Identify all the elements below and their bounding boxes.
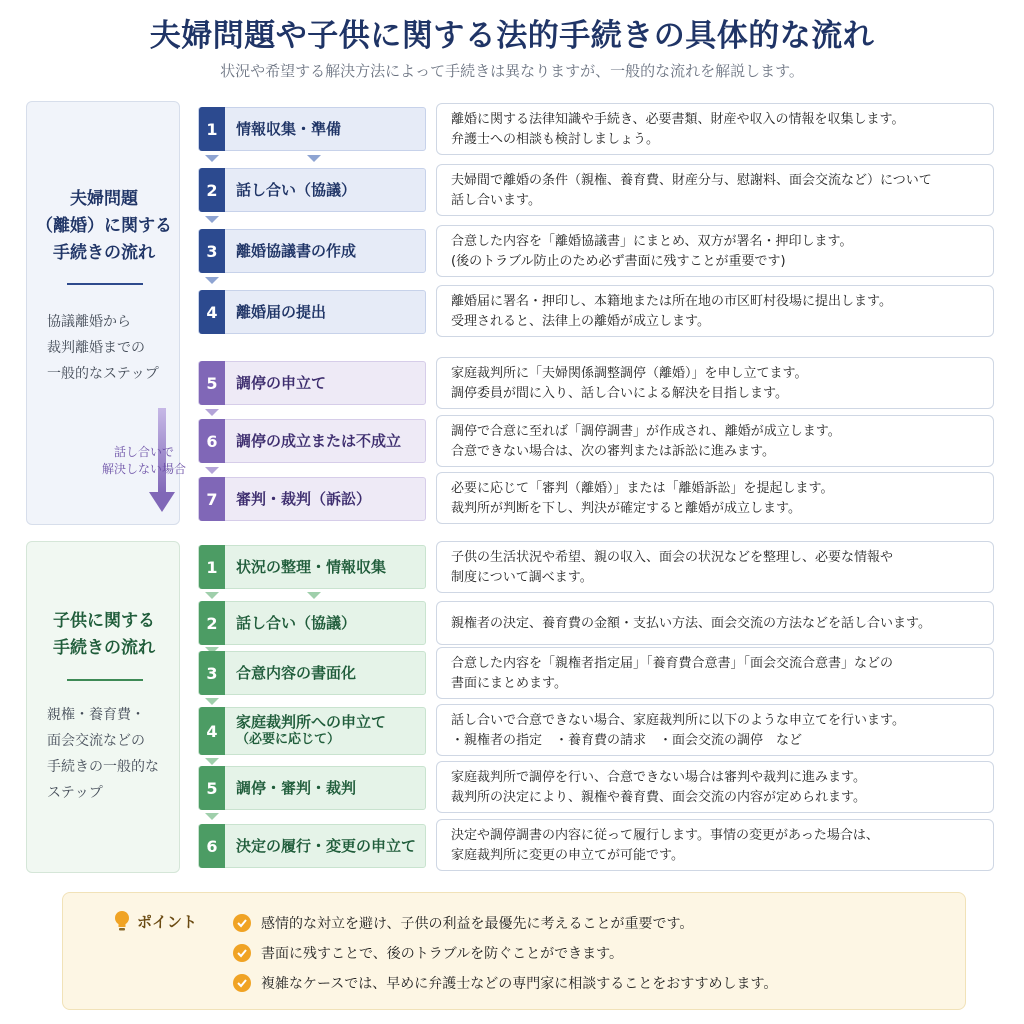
desc-line: 親権者の決定、養育費の金額・支払い方法、面会交流の方法などを話し合います。 [451,616,931,631]
step-box [198,290,426,334]
children-section [26,541,998,873]
children-desc-line: 手続きの一般的な [47,759,159,775]
point-text: 複雑なケースでは、早めに弁護士などの専門家に相談することをおすすめします。 [261,976,778,992]
step-number: 3 [199,229,225,273]
divorce-title-line: 手続きの流れ [53,243,155,263]
step-description [436,541,994,593]
desc-line: ・親権者の指定 ・養育費の請求 ・面会交流の調停 など [451,733,803,748]
step-label: 調停・審判・裁判 [236,779,357,797]
step-box [198,651,426,695]
desc-line: 家庭裁判所で調停を行い、合意できない場合は審判や裁判に進みます。 [451,770,866,785]
children-sidebar-desc [47,702,177,806]
desc-line: 離婚に関する法律知識や手続き、必要書類、財産や収入の情報を収集します。 [451,112,905,127]
children-desc-line: 親権・養育費・ [47,707,145,723]
divorce-desc-line: 協議離婚から [47,314,131,330]
desc-line: 話し合います。 [451,193,541,208]
step-number: 2 [199,601,225,645]
divorce-title-rule [67,283,143,285]
step-label-sub: （必要に応じて） [236,732,341,747]
desc-line: 合意した内容を「親権者指定届」「養育費合意書」「面会交流合意書」などの [451,656,894,671]
desc-line: 受理されると、法律上の離婚が成立します。 [451,314,710,329]
point-item [233,943,623,963]
connector-arrow-icon [205,409,219,416]
step-label: 調停の申立て [236,374,327,392]
step-description [436,761,994,813]
desc-line: 合意できない場合は、次の審判または訴訟に進みます。 [451,444,775,459]
step-number: 2 [199,168,225,212]
connector-arrow-icon [205,698,219,705]
children-title-line: 手続きの流れ [53,638,155,658]
step-number: 5 [199,361,225,405]
point-text: 感情的な対立を避け、子供の利益を最優先に考えることが重要です。 [261,916,694,932]
connector-arrow-icon [205,592,219,599]
points-box [62,892,966,1010]
step-box [198,601,426,645]
step-number: 4 [199,707,225,755]
connector-arrow-icon [205,155,219,162]
check-circle-icon [233,914,251,932]
connector-arrow-icon [205,277,219,284]
children-title-rule [67,679,143,681]
check-circle-icon [233,974,251,992]
step-description [436,601,994,645]
step-label: 話し合い（協議） [236,181,357,199]
step-label: 合意内容の書面化 [236,664,357,682]
points-heading-label: ポイント [137,912,198,931]
desc-line: 弁護士への相談も検討しましょう。 [451,132,660,147]
divorce-sidebar-desc [47,309,177,387]
step-label: 情報収集・準備 [236,120,342,138]
children-desc-line: 面会交流などの [47,733,145,749]
desc-line: 家庭裁判所に変更の申立てが可能です。 [451,848,684,863]
page-title: 夫婦問題や子供に関する法的手続きの具体的な流れ [149,18,875,54]
step-label: 状況の整理・情報収集 [236,558,387,576]
children-sidebar-title [27,608,181,662]
divorce-desc-line: 裁判離婚までの [47,340,145,356]
lightbulb-icon [113,910,131,932]
step-number: 1 [199,545,225,589]
point-item [233,913,693,933]
step-description [436,647,994,699]
step-description [436,103,994,155]
connector-arrow-icon [205,758,219,765]
step-number: 6 [199,419,225,463]
desc-line: 決定や調停調書の内容に従って履行します。事情の変更があった場合は、 [451,828,879,843]
desc-line: 子供の生活状況や希望、親の収入、面会の状況などを整理し、必要な情報や [451,550,894,565]
step-number: 1 [199,107,225,151]
desc-line: 夫婦間で離婚の条件（親権、養育費、財産分与、慰謝料、面会交流など）について [451,173,932,188]
step-box [198,824,426,868]
step-box [198,107,426,151]
step-box [198,168,426,212]
connector-arrow-icon [307,592,321,599]
step-label: 決定の履行・変更の申立て [236,837,417,855]
step-box [198,477,426,521]
step-label: 話し合い（協議） [236,614,357,632]
step-label: 審判・裁判（訴訟） [236,490,372,508]
desc-line: 必要に応じて「審判（離婚）」または「離婚訴訟」を提起します。 [451,481,834,496]
divorce-desc-line: 一般的なステップ [47,366,159,382]
step-box [198,545,426,589]
step-description [436,285,994,337]
divorce-title-line: 夫婦問題 [70,189,138,209]
escalation-label-line: 話し合いで [113,445,174,459]
step-label [225,713,386,749]
step-description [436,357,994,409]
step-description [436,704,994,756]
step-box [198,419,426,463]
step-number: 7 [199,477,225,521]
desc-line: 裁判所の決定により、親権や養育費、面会交流の内容が定められます。 [451,790,866,805]
step-description [436,164,994,216]
point-text: 書面に残すことで、後のトラブルを防ぐことができます。 [261,946,624,962]
step-number: 6 [199,824,225,868]
step-label-main: 家庭裁判所への申立て [236,713,387,731]
connector-arrow-icon [205,467,219,474]
escalation-label-line: 解決しない場合 [101,462,186,476]
connector-arrow-icon [205,813,219,820]
desc-line: 家庭裁判所に「夫婦関係調整調停（離婚）」を申し立てます。 [451,366,808,381]
step-box [198,229,426,273]
point-item [233,973,777,993]
divorce-escalation-label [89,444,199,478]
divorce-sidebar [26,101,186,525]
desc-line: 書面にまとめます。 [451,676,567,691]
step-box [198,707,426,755]
children-sidebar [26,541,180,873]
divorce-sidebar-title [27,186,181,267]
step-label: 離婚届の提出 [236,303,327,321]
desc-line: 制度について調べます。 [451,570,593,585]
points-heading [113,910,197,932]
connector-arrow-icon [205,216,219,223]
step-box [198,361,426,405]
step-description [436,472,994,524]
children-title-line: 子供に関する [53,611,155,631]
desc-line: (後のトラブル防止のため必ず書面に残すことが重要です) [451,254,786,269]
step-label: 調停の成立または不成立 [236,432,402,450]
desc-line: 話し合いで合意できない場合、家庭裁判所に以下のような申立てを行います。 [451,713,905,728]
step-description [436,415,994,467]
desc-line: 合意した内容を「離婚協議書」にまとめ、双方が署名・押印します。 [451,234,853,249]
children-desc-line: ステップ [47,785,103,801]
step-description [436,819,994,871]
check-circle-icon [233,944,251,962]
step-description [436,225,994,277]
step-box [198,766,426,810]
step-number: 5 [199,766,225,810]
desc-line: 裁判所が判断を下し、判決が確定すると離婚が成立します。 [451,501,801,516]
divorce-title-line: （離婚）に関する [36,216,172,236]
step-number: 3 [199,651,225,695]
desc-line: 調停で合意に至れば「調停調書」が作成され、離婚が成立します。 [451,424,841,439]
divorce-section [26,101,998,525]
desc-line: 調停委員が間に入り、話し合いによる解決を目指します。 [451,386,788,401]
desc-line: 離婚届に署名・押印し、本籍地または所在地の市区町村役場に提出します。 [451,294,892,309]
page-subtitle: 状況や希望する解決方法によって手続きは異なりますが、一般的な流れを解説します。 [220,62,804,80]
connector-arrow-icon [307,155,321,162]
step-label: 離婚協議書の作成 [236,242,357,260]
step-number: 4 [199,290,225,334]
